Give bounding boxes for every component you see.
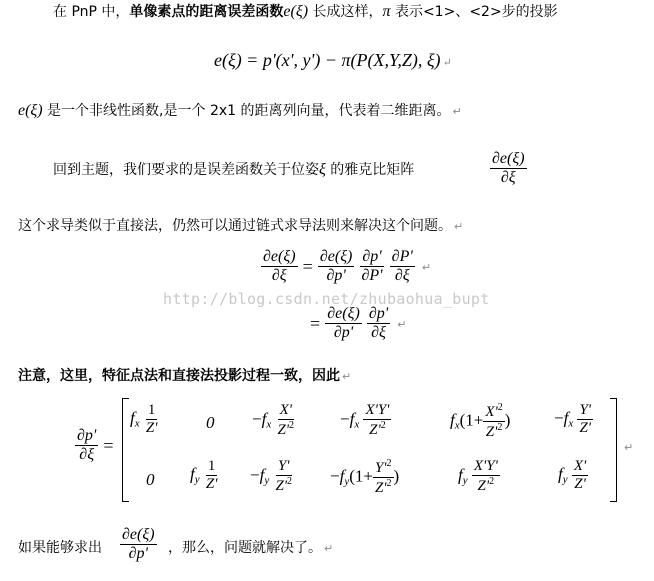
subscript: x: [454, 419, 460, 432]
fraction-numerator: ∂e(ξ): [261, 248, 298, 267]
jacobian-intro-text2: 的雅克比矩阵: [325, 162, 415, 178]
fraction-denominator: Z': [374, 480, 387, 497]
focal-symbol: f: [190, 464, 195, 484]
intro-suffix: 表示<1>、<2>步的投影: [390, 4, 558, 20]
return-mark: ↵: [397, 318, 407, 332]
chain-rule-text: 这个求导类似于直接法，仍然可以通过链式求导法则来解决这个问题。: [18, 218, 452, 234]
subscript: x: [134, 417, 140, 430]
fraction-denominator: Z': [145, 420, 158, 437]
jacobian-intro-text: 回到主题，我们要求的是误差函数关于位姿: [53, 162, 319, 178]
fraction-denominator: Z': [579, 420, 592, 437]
focal-symbol: f: [450, 410, 455, 430]
fraction-numerator: 1: [146, 402, 158, 420]
chain-rule-equation-2: [310, 305, 407, 343]
error-equation: [214, 50, 452, 73]
fraction-denominator: ∂ξ: [371, 324, 386, 342]
open-paren: (1+: [459, 410, 484, 430]
equals-sign: =: [310, 313, 321, 334]
pi-symbol: π: [382, 3, 391, 20]
fraction-denominator: ∂ξ: [271, 267, 287, 285]
left-bracket: [122, 398, 129, 502]
focal-symbol: f: [259, 465, 265, 485]
final-suffix: ，那么，问题就解决了。: [168, 540, 322, 556]
intro-bold-phrase: 单像素点的距离误差函数: [129, 4, 284, 20]
focal-symbol: f: [261, 409, 267, 429]
minus-sign: −: [252, 409, 262, 429]
matrix-cell-r1c2: 0: [206, 413, 215, 432]
matrix-cell-r1c5: [450, 402, 510, 442]
fraction-numerator: 1: [206, 458, 218, 476]
intro-prefix: 在 PnP 中，: [53, 4, 130, 20]
return-mark: ↵: [421, 261, 432, 275]
chain-rule-equation-1: [261, 248, 431, 286]
subscript: y: [194, 473, 200, 486]
fraction-denominator: Z': [277, 422, 290, 439]
fraction-numerator: Y': [276, 458, 292, 476]
chain-rule-paragraph: [18, 216, 463, 237]
minus-sign: −: [340, 409, 350, 429]
fraction-numerator: ∂e(ξ): [318, 248, 355, 267]
fraction-numerator: ∂P': [390, 248, 415, 267]
equals-sign: =: [302, 256, 313, 277]
close-paren: ): [393, 466, 400, 486]
error-function-symbol: e(ξ): [18, 102, 43, 119]
fraction-numerator: ∂e(ξ): [325, 305, 362, 324]
xi-symbol: ξ: [319, 161, 326, 178]
final-fraction: [120, 526, 157, 564]
matrix-cell-r1c4: [340, 402, 391, 440]
fraction-denominator: Z': [574, 476, 586, 493]
fraction-numerator: Y': [577, 402, 593, 420]
superscript: 2: [287, 476, 293, 488]
error-equation-text: e(ξ) = p'(x', y') − π(P(X,Y,Z), ξ): [214, 50, 441, 70]
superscript: 2: [489, 476, 495, 488]
watermark-url: http://blog.csdn.net/zhubaohua_bupt: [163, 290, 490, 308]
focal-symbol: f: [130, 408, 135, 428]
fraction-denominator: ∂ξ: [394, 267, 410, 285]
fraction-numerator: ∂p': [75, 427, 98, 446]
fraction-denominator: Z': [369, 422, 381, 439]
close-paren: ): [504, 410, 511, 430]
fraction-denominator: ∂ξ: [79, 446, 95, 464]
return-mark: ↵: [442, 57, 452, 69]
subscript: y: [562, 473, 568, 486]
return-mark: ↵: [452, 105, 462, 118]
matrix-cell-r1c3: [252, 402, 296, 440]
fraction-numerator: X': [572, 458, 588, 476]
fraction-numerator: X'Y': [472, 458, 500, 476]
subscript: x: [266, 418, 272, 431]
superscript: 2: [386, 478, 392, 490]
subscript: y: [344, 475, 350, 488]
superscript: 2: [497, 402, 503, 413]
open-paren: (1+: [349, 466, 373, 486]
fraction-denominator: ∂p': [333, 324, 354, 342]
matrix-cell-r2c5: [458, 458, 500, 496]
minus-sign: −: [250, 465, 260, 485]
matrix-cell-r2c4: [330, 458, 399, 498]
fraction-numerator: X'Y': [363, 402, 391, 420]
focal-symbol: f: [349, 409, 355, 429]
matrix-cell-r2c2: [190, 458, 219, 494]
minus-sign: −: [330, 466, 340, 486]
return-mark: ↵: [624, 441, 634, 454]
fraction-numerator: X': [278, 402, 294, 420]
nonlinear-text: 是一个非线性函数,是一个 2x1 的距离列向量，代表着二维距离。: [42, 103, 451, 119]
fraction-denominator: Z': [485, 424, 498, 441]
focal-symbol: f: [339, 466, 345, 486]
note-text: 注意，这里，特征点法和直接法投影过程一致，因此: [18, 368, 340, 384]
fraction-denominator: ∂ξ: [500, 169, 516, 187]
superscript: 2: [497, 422, 503, 434]
return-mark: ↵: [454, 220, 464, 233]
return-mark: ↵: [342, 370, 352, 383]
fraction-numerator: ∂p': [360, 248, 383, 267]
fraction-numerator: Y': [374, 460, 387, 476]
fraction-numerator: ∂e(ξ): [120, 526, 157, 545]
final-suffix-line: [168, 538, 333, 559]
matrix-cell-r2c1: 0: [146, 470, 155, 489]
focal-symbol: f: [558, 464, 563, 484]
jacobian-lhs: [75, 427, 114, 465]
minus-sign: −: [554, 408, 564, 428]
fraction-denominator: ∂p': [326, 267, 346, 285]
superscript: 2: [289, 420, 295, 432]
intro-mid: 长成这样，: [308, 4, 383, 20]
fraction-denominator: Z': [275, 478, 288, 495]
note-paragraph: [18, 366, 351, 387]
focal-symbol: f: [563, 408, 569, 428]
fraction-denominator: ∂p': [128, 545, 148, 563]
error-function-symbol: e(ξ): [283, 3, 309, 20]
fraction-denominator: Z': [205, 476, 218, 493]
subscript: y: [462, 474, 468, 487]
subscript: x: [568, 417, 574, 430]
matrix-cell-r2c6: [558, 458, 588, 494]
superscript: 2: [386, 458, 392, 469]
jacobian-intro-paragraph: [53, 160, 414, 180]
subscript: x: [354, 418, 360, 431]
intro-paragraph: [53, 2, 558, 22]
final-prefix: 如果能够求出: [18, 540, 102, 556]
fraction-denominator: Z': [477, 478, 490, 495]
fraction-numerator: ∂e(ξ): [490, 150, 527, 169]
matrix-cell-r1c6: [554, 402, 593, 438]
equals-sign: =: [103, 435, 114, 456]
jacobian-fraction: [490, 150, 527, 188]
subscript: y: [264, 474, 270, 487]
superscript: 2: [380, 420, 386, 432]
return-mark: ↵: [324, 542, 334, 555]
final-paragraph: [18, 538, 102, 558]
matrix-cell-r1c1: [130, 402, 159, 438]
fraction-numerator: ∂p': [367, 305, 390, 324]
matrix-cell-r2c3: [250, 458, 294, 496]
fraction-denominator: ∂P': [361, 267, 383, 285]
fraction-numerator: X': [485, 404, 498, 420]
right-bracket: [610, 398, 617, 502]
nonlinear-paragraph: [18, 101, 462, 122]
focal-symbol: f: [458, 465, 463, 485]
